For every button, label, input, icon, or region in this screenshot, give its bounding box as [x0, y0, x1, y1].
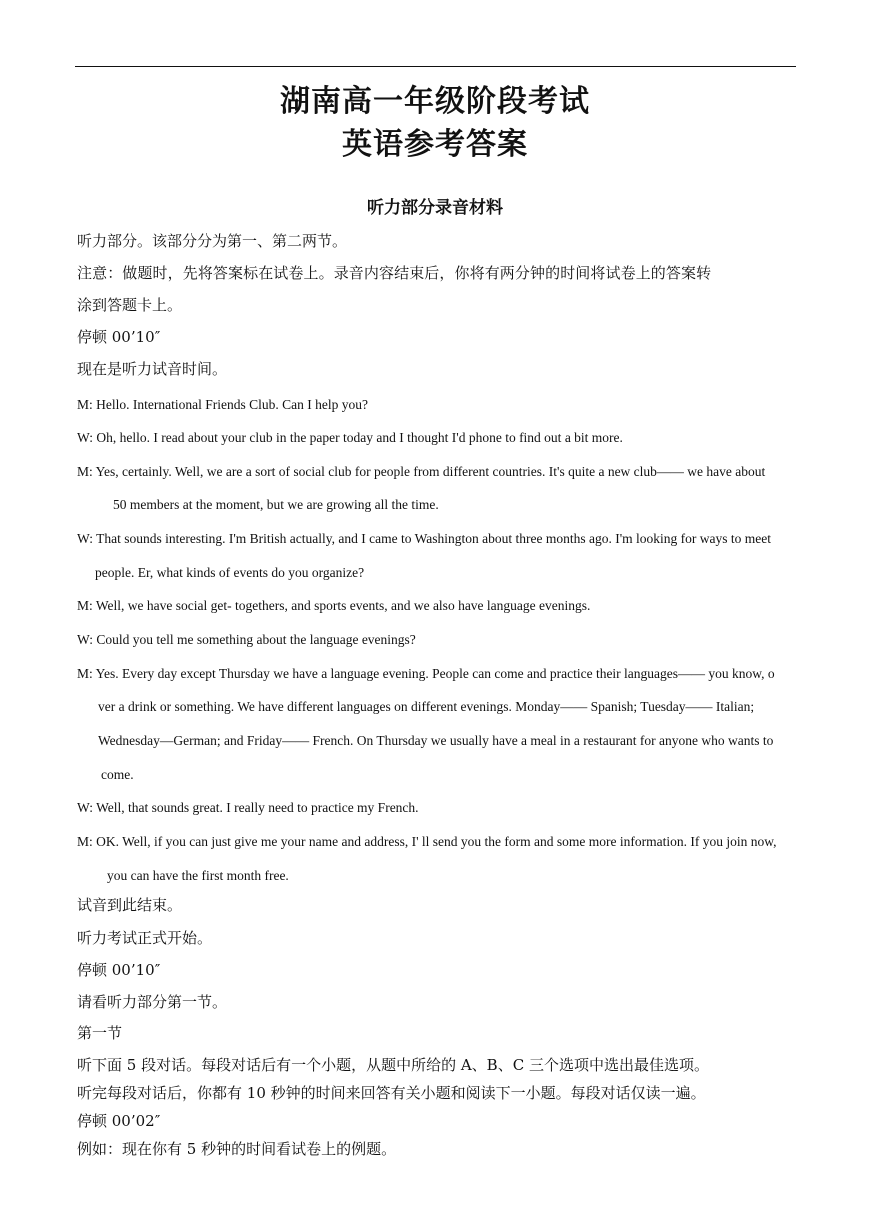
- dialogue-line: ver a drink or something. We have different languages on different evenings. Monday—— Spanish; Tuesday—— Italian;: [98, 699, 755, 714]
- intro-line: 听力部分。该部分分为第一、第二两节。: [77, 232, 348, 250]
- dialogue-line: M: Hello. International Friends Club. Can I help you?: [77, 397, 368, 412]
- exam-start-line: 听力考试正式开始。: [77, 929, 213, 947]
- dialogue-line: W: That sounds interesting. I'm British actually, and I came to Washington about three months ago. I'm looking for ways to meet: [77, 531, 772, 546]
- dialogue-line: come.: [101, 767, 134, 782]
- pause-marker: 停顿 00’10″: [77, 961, 161, 979]
- dialogue-line: M: OK. Well, if you can just give me your name and address, I' ll send you the form and some more information. If you join now,: [77, 834, 777, 849]
- note-line-cont: 涂到答题卡上。: [77, 296, 183, 314]
- top-rule: [75, 66, 796, 67]
- dialogue-line: people. Er, what kinds of events do you organize?: [95, 565, 365, 580]
- dialogue-line: you can have the first month free.: [107, 868, 289, 883]
- instruction-line: 听完每段对话后，你都有 10 秒钟的时间来回答有关小题和阅读下一小题。每段对话仅读一遍。: [77, 1084, 706, 1102]
- page-subtitle: 英语参考答案: [342, 127, 528, 162]
- section-title: 听力部分录音材料: [367, 198, 503, 218]
- dialogue-line: W: Oh, hello. I read about your club in the paper today and I thought I'd phone to find out a bit more.: [77, 430, 623, 445]
- trial-end-line: 试音到此结束。: [77, 896, 183, 914]
- trial-start-line: 现在是听力试音时间。: [77, 360, 228, 378]
- pause-marker: 停顿 00’10″: [77, 328, 161, 346]
- instruction-line: 听下面 5 段对话。每段对话后有一个小题，从题中所给的 A、B、C 三个选项中选出最佳选项。: [77, 1056, 709, 1074]
- note-line: 注意：做题时，先将答案标在试卷上。录音内容结束后，你将有两分钟的时间将试卷上的答案转: [77, 264, 712, 282]
- example-line: 例如：现在你有 5 秒钟的时间看试卷上的例题。: [77, 1140, 397, 1158]
- section-heading: 第一节: [77, 1024, 123, 1042]
- dialogue-line: W: Could you tell me something about the language evenings?: [77, 632, 416, 647]
- dialogue-line: M: Yes, certainly. Well, we are a sort of social club for people from different countries. It's quite a new club—— we have about: [77, 464, 766, 479]
- see-part-line: 请看听力部分第一节。: [77, 993, 228, 1011]
- page-title: 湖南高一年级阶段考试: [280, 84, 590, 119]
- dialogue-line: W: Well, that sounds great. I really need to practice my French.: [77, 800, 419, 815]
- dialogue-line: Wednesday—German; and Friday—— French. On Thursday we usually have a meal in a restaurant for anyone who wants to: [98, 733, 774, 748]
- dialogue-line: M: Yes. Every day except Thursday we have a language evening. People can come and practice their languages—— you know, o: [77, 666, 775, 681]
- dialogue-line: M: Well, we have social get- togethers, and sports events, and we also have language evenings.: [77, 598, 591, 613]
- dialogue-line: 50 members at the moment, but we are growing all the time.: [113, 497, 439, 512]
- pause-marker: 停顿 00’02″: [77, 1112, 161, 1130]
